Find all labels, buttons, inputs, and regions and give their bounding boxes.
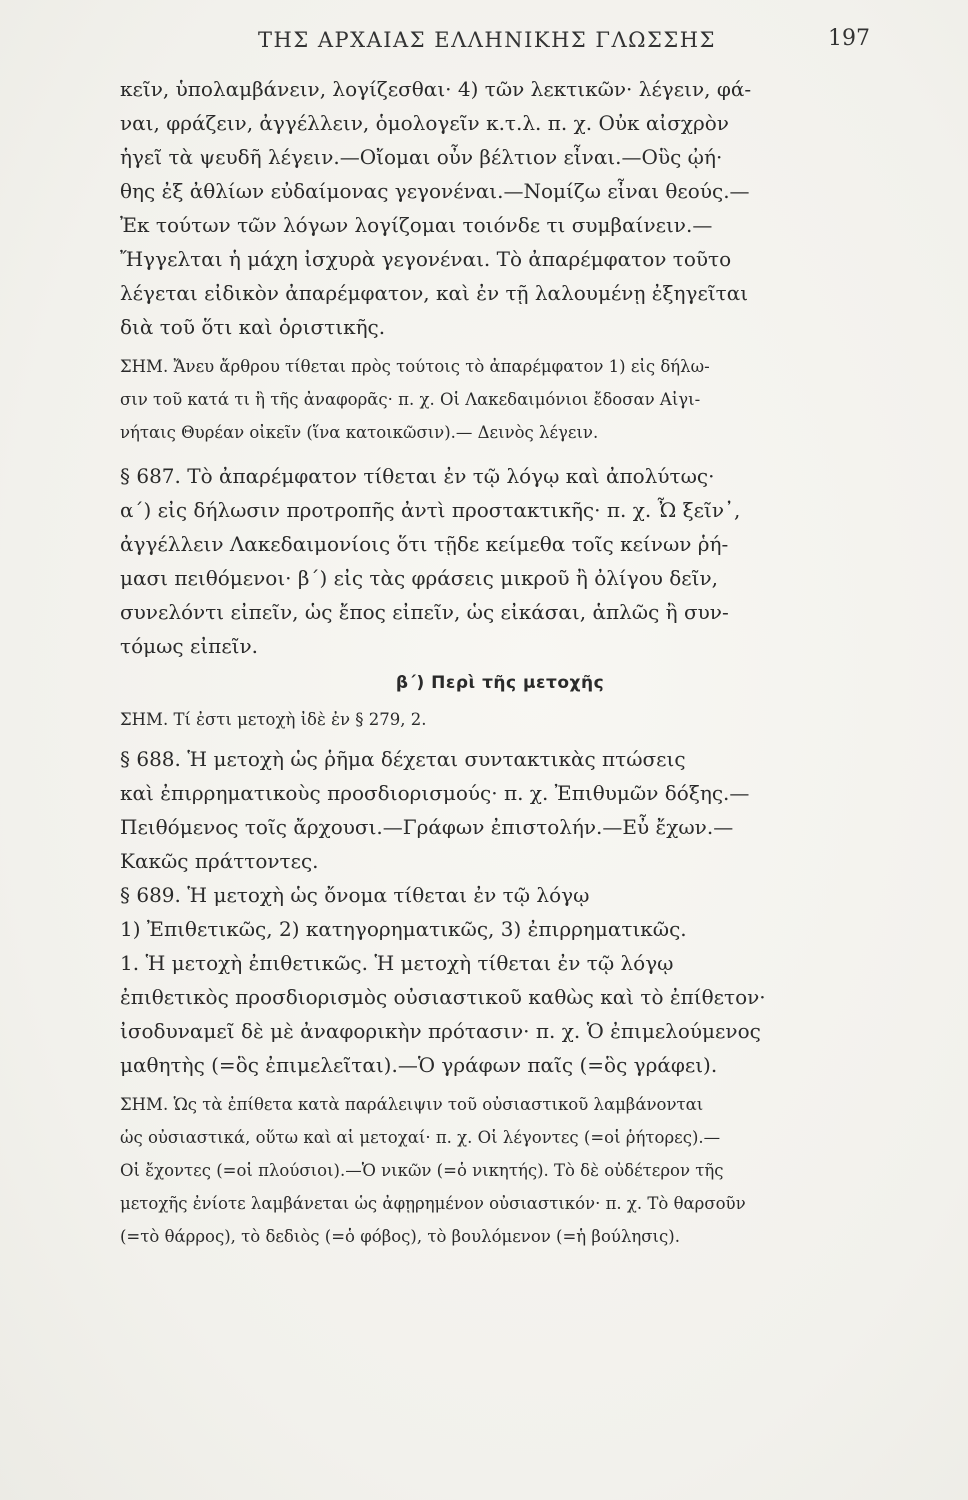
text-line: καὶ ἐπιρρηματικοὺς προσδιορισμούς· π. χ. Ἐπιθυμῶν δόξης.— (120, 781, 750, 805)
page-body (120, 72, 880, 1253)
text-line: λέγεται εἰδικὸν ἀπαρέμφατον, καὶ ἐν τῇ λαλουμένῃ ἐξηγεῖται (120, 281, 749, 305)
note-line: μετοχῆς ἐνίοτε λαμβάνεται ὡς ἀφῃρημένον οὐσιαστικόν· π. χ. Τὸ θαρσοῦν (120, 1194, 746, 1213)
text-line: μασι πειθόμενοι· β΄) εἰς τὰς φράσεις μικροῦ ἢ ὀλίγου δεῖν, (120, 566, 719, 590)
note-line: (=τὸ θάρρος), τὸ δεδιὸς (=ὁ φόβος), τὸ βουλόμενον (=ἡ βούλησις). (120, 1227, 680, 1246)
text-line: ἀγγέλλειν Λακεδαιμονίοις ὅτι τῇδε κείμεθα τοῖς κείνων ῥή- (120, 532, 729, 556)
text-line: τόμως εἰπεῖν. (120, 634, 259, 658)
section-689-attributive (120, 946, 880, 1082)
text-line: μαθητὴς (=ὃς ἐπιμελεῖται).—Ὁ γράφων παῖς (=ὃς γράφει). (120, 1053, 718, 1077)
text-line: § 687. Τὸ ἀπαρέμφατον τίθεται ἐν τῷ λόγῳ καὶ ἀπολύτως· (120, 464, 715, 488)
text-line: Κακῶς πράττοντες. (120, 849, 319, 873)
paragraph-infinitive-verbs (120, 72, 880, 344)
text-line: κεῖν, ὑπολαμβάνειν, λογίζεσθαι· 4) τῶν λεκτικῶν· λέγειν, φά- (120, 77, 752, 101)
text-line: 1. Ἡ μετοχὴ ἐπιθετικῶς. Ἡ μετοχὴ τίθεται ἐν τῷ λόγῳ (120, 951, 674, 975)
text-line: συνελόντι εἰπεῖν, ὡς ἔπος εἰπεῖν, ὡς εἰκάσαι, ἁπλῶς ἢ συν- (120, 600, 729, 624)
note-line: Οἱ ἔχοντες (=οἱ πλούσιοι).—Ὁ νικῶν (=ὁ νικητής). Τὸ δὲ οὐδέτερον τῆς (120, 1161, 724, 1180)
text-line: § 688. Ἡ μετοχὴ ὡς ῥῆμα δέχεται συντακτικὰς πτώσεις (120, 747, 686, 771)
section-687 (120, 459, 880, 663)
text-line: ἐπιθετικὸς προσδιορισμὸς οὐσιαστικοῦ καθὼς καὶ τὸ ἐπίθετον· (120, 985, 766, 1009)
text-line: ἰσοδυναμεῖ δὲ μὲ ἀναφορικὴν πρότασιν· π. χ. Ὁ ἐπιμελούμενος (120, 1019, 761, 1043)
text-line: 1) Ἐπιθετικῶς, 2) κατηγορηματικῶς, 3) ἐπιρρηματικῶς. (120, 917, 687, 941)
note-line: ὡς οὐσιαστικά, οὕτω καὶ αἱ μετοχαί· π. χ. Οἱ λέγοντες (=οἱ ῥήτορες).— (120, 1128, 721, 1147)
text-line: Πειθόμενος τοῖς ἄρχουσι.—Γράφων ἐπιστολήν.—Εὖ ἔχων.— (120, 815, 734, 839)
note-line: ΣΗΜ. Ὡς τὰ ἐπίθετα κατὰ παράλειψιν τοῦ οὐσιαστικοῦ λαμβάνονται (120, 1095, 704, 1114)
text-line: Ἤγγελται ἡ μάχη ἰσχυρὰ γεγονέναι. Τὸ ἀπαρέμφατον τοῦτο (120, 247, 732, 271)
text-line: α΄) εἰς δήλωσιν προτροπῆς ἀντὶ προστακτικῆς· π. χ. Ὦ ξεῖν᾽, (120, 498, 741, 522)
page-number: 197 (828, 26, 870, 51)
text-line: ἡγεῖ τὰ ψευδῆ λέγειν.—Οἴομαι οὖν βέλτιον εἶναι.—Οὓς ᾠή· (120, 145, 723, 169)
note-line: σιν τοῦ κατά τι ἢ τῆς ἀναφορᾶς· π. χ. Οἱ Λακεδαιμόνιοι ἔδοσαν Αἰγι- (120, 390, 701, 409)
note-without-article (120, 350, 880, 449)
text-line: θης ἐξ ἀθλίων εὐδαίμονας γεγονέναι.—Νομίζω εἶναι θεούς.— (120, 179, 750, 203)
text-line: διὰ τοῦ ὅτι καὶ ὁριστικῆς. (120, 315, 386, 339)
running-title: ΤΗΣ ΑΡΧΑΙΑΣ ΕΛΛΗΝΙΚΗΣ ΓΛΩΣΣΗΣ (258, 28, 716, 52)
section-688 (120, 742, 880, 878)
text-line: ναι, φράζειν, ἀγγέλλειν, ὁμολογεῖν κ.τ.λ. π. χ. Οὐκ αἰσχρὸν (120, 111, 729, 135)
section-689 (120, 878, 880, 946)
note-substantive-participles (120, 1088, 880, 1253)
note-line: νήταις Θυρέαν οἰκεῖν (ἵνα κατοικῶσιν).— Δεινὸς λέγειν. (120, 423, 599, 442)
note-line: ΣΗΜ. Ἄνευ ἄρθρου τίθεται πρὸς τούτοις τὸ ἀπαρέμφατον 1) εἰς δήλω- (120, 357, 710, 376)
note-participle-reference: ΣΗΜ. Τί ἐστι μετοχὴ ἰδὲ ἐν § 279, 2. (120, 710, 427, 729)
text-line: Ἐκ τούτων τῶν λόγων λογίζομαι τοιόνδε τι συμβαίνειν.— (120, 213, 713, 237)
section-heading-participle: β΄) Περὶ τῆς μετοχῆς (395, 673, 605, 693)
page-header (0, 22, 968, 56)
text-line: § 689. Ἡ μετοχὴ ὡς ὄνομα τίθεται ἐν τῷ λόγῳ (120, 883, 590, 907)
